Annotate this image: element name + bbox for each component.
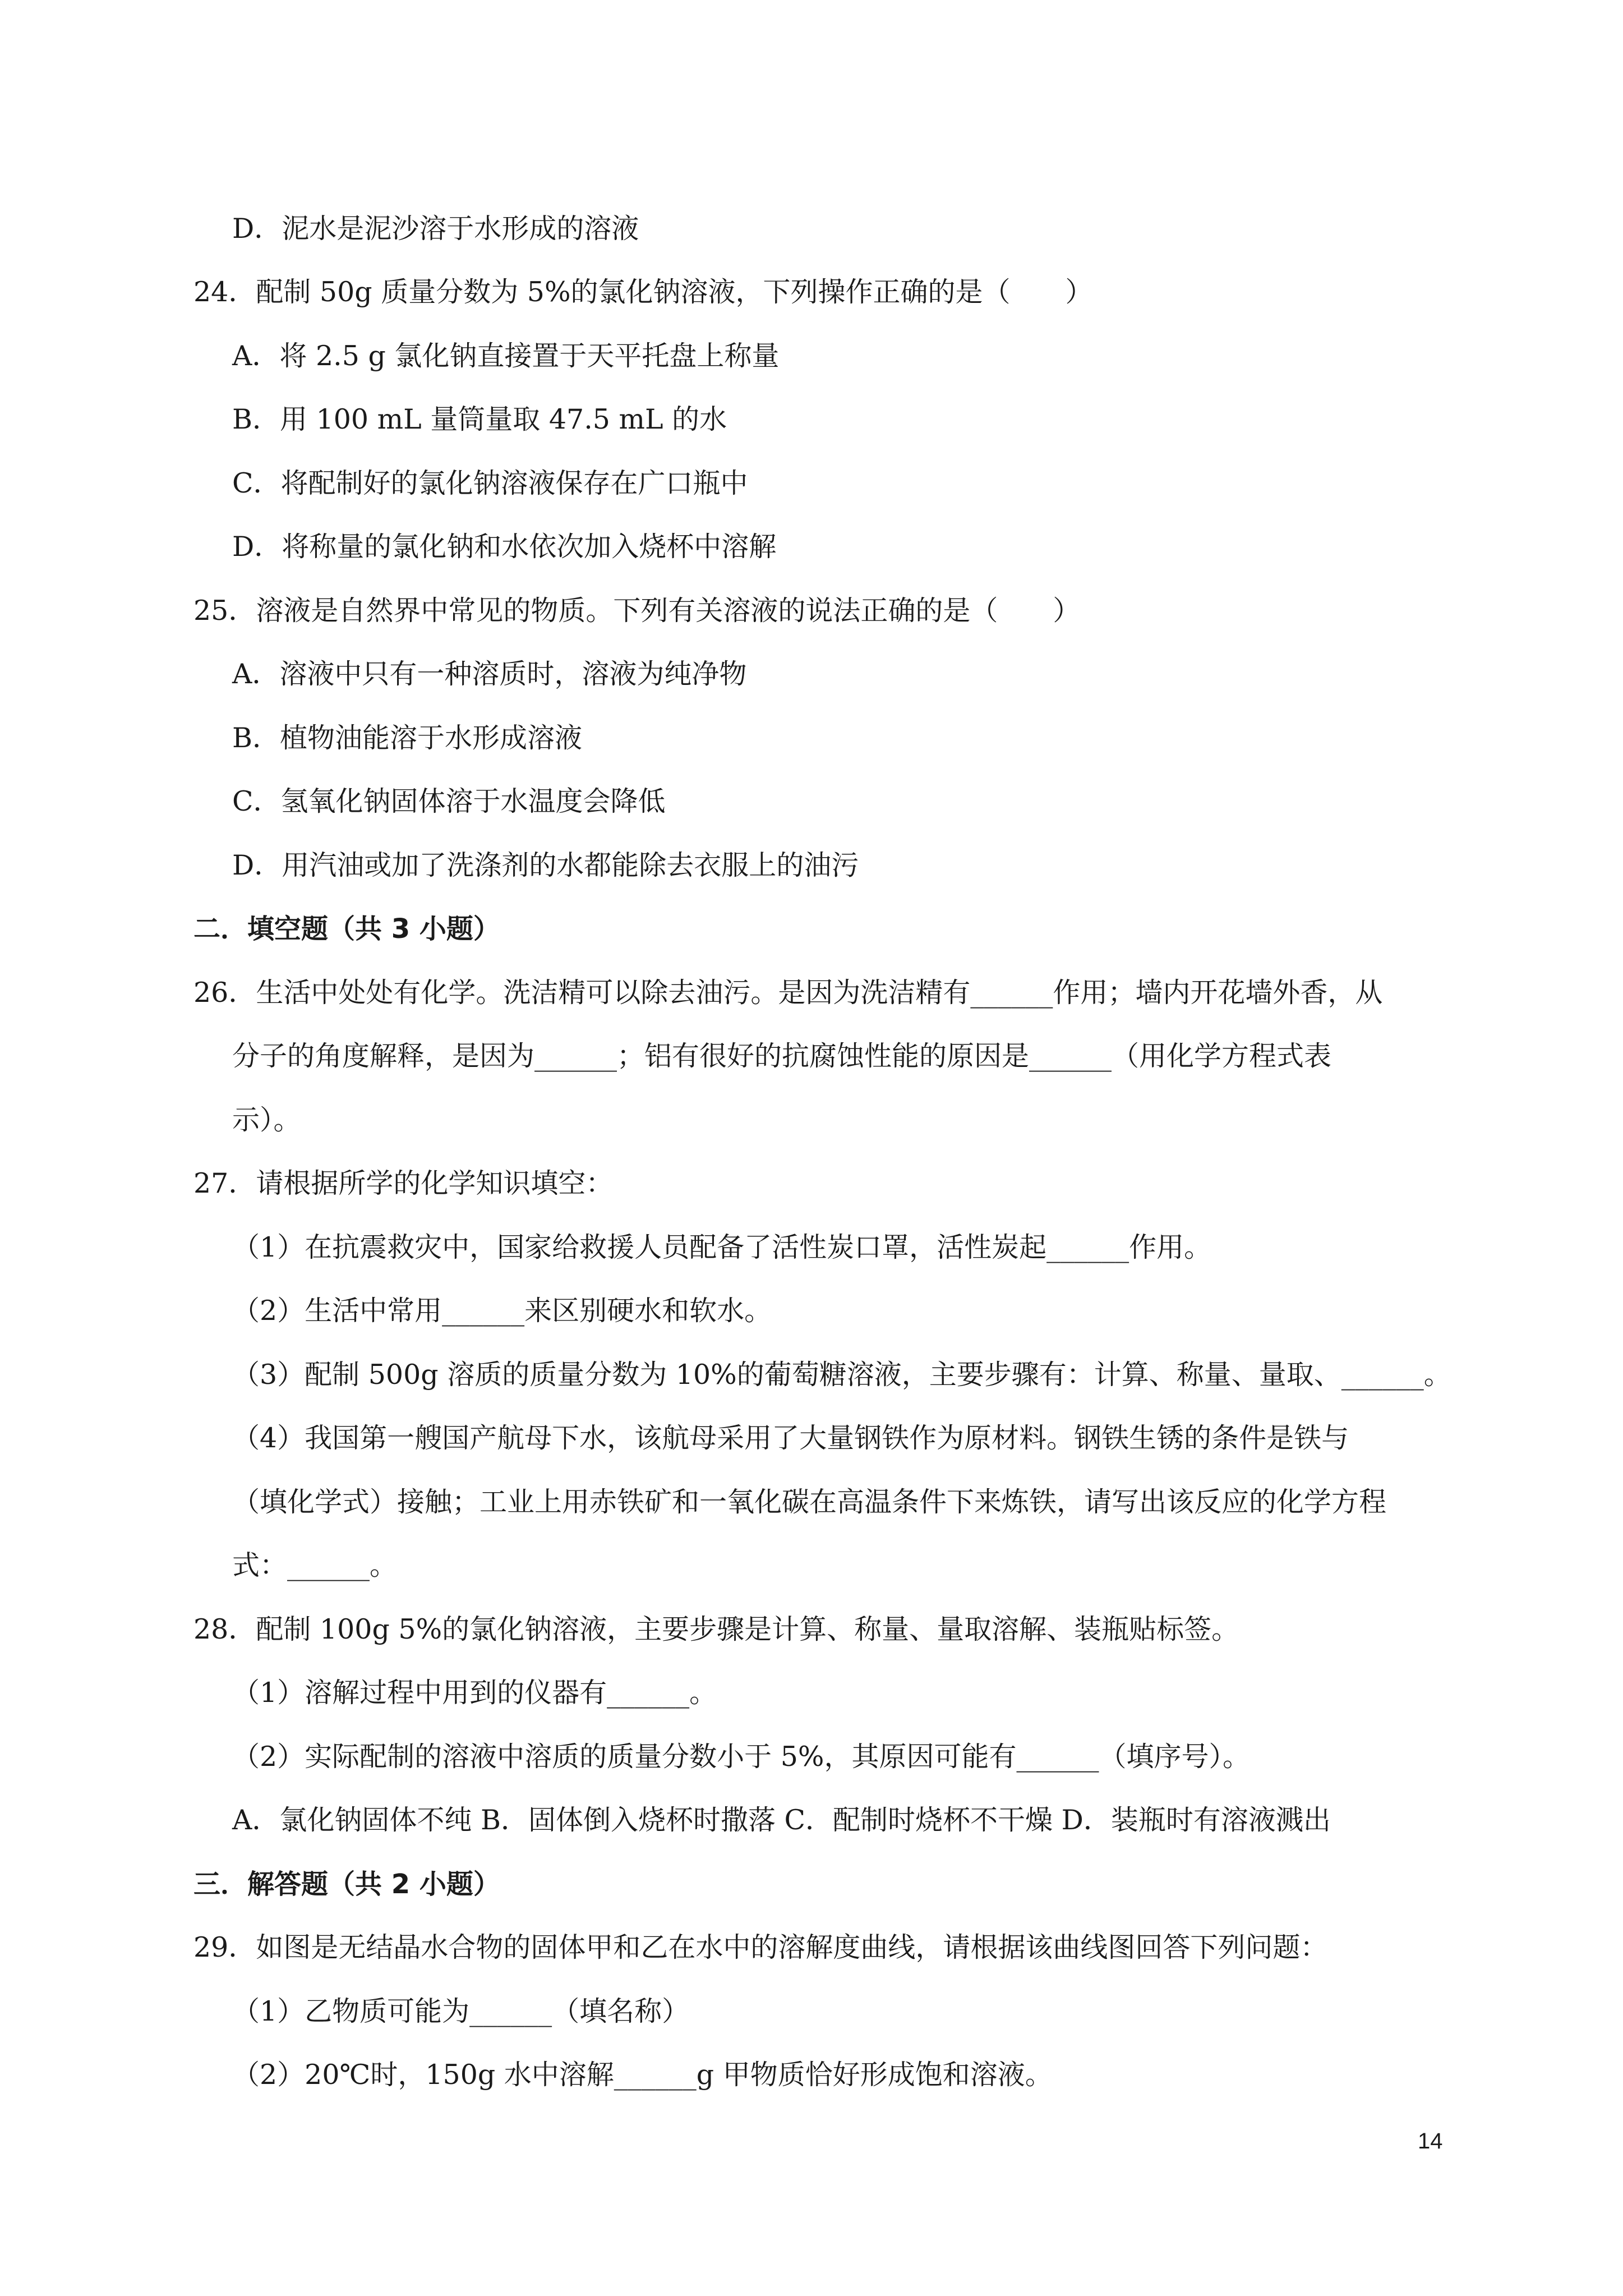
option-23d: D．泥水是泥沙溶于水形成的溶液 <box>232 213 639 245</box>
question-27-part-4-line-1: （4）我国第一艘国产航母下水，该航母采用了大量钢铁作为原材料。钢铁生锈的条件是铁与 <box>232 1422 1349 1454</box>
question-29: 29．如图是无结晶水合物的固体甲和乙在水中的溶解度曲线，请根据该曲线图回答下列问题： <box>193 1931 1328 1963</box>
question-27-part-1: （1）在抗震救灾中，国家给救援人员配备了活性炭口罩，活性炭起______作用。 <box>232 1231 1212 1263</box>
section-heading-fill-in: 二．填空题（共 3 小题） <box>193 913 500 945</box>
question-29-part-2: （2）20℃时，150g 水中溶解______g 甲物质恰好形成饱和溶液。 <box>232 2059 1053 2091</box>
option-24c: C．将配制好的氯化钠溶液保存在广口瓶中 <box>232 467 748 499</box>
question-24: 24．配制 50g 质量分数为 5%的氯化钠溶液，下列操作正确的是（ ） <box>193 276 1093 308</box>
question-28-part-2: （2）实际配制的溶液中溶质的质量分数小于 5%，其原因可能有______（填序号）。 <box>232 1741 1250 1773</box>
question-27-part-4-line-3: 式：______。 <box>232 1549 398 1581</box>
question-27: 27．请根据所学的化学知识填空： <box>193 1167 614 1199</box>
question-29-part-1: （1）乙物质可能为______（填名称） <box>232 1995 690 2027</box>
option-25d: D．用汽油或加了洗涤剂的水都能除去衣服上的油污 <box>232 849 859 881</box>
question-25: 25．溶液是自然界中常见的物质。下列有关溶液的说法正确的是（ ） <box>193 595 1081 627</box>
page-number: 14 <box>1418 2129 1443 2154</box>
question-28: 28．配制 100g 5%的氯化钠溶液，主要步骤是计算、称量、量取溶解、装瓶贴标签。 <box>193 1613 1239 1645</box>
option-24a: A．将 2.5 g 氯化钠直接置于天平托盘上称量 <box>232 340 780 372</box>
question-28-part-1: （1）溶解过程中用到的仪器有______。 <box>232 1677 717 1709</box>
question-27-part-3: （3）配制 500g 溶质的质量分数为 10%的葡萄糖溶液，主要步骤有：计算、称量、量取、______。 <box>232 1359 1451 1391</box>
question-28-options: A．氯化钠固体不纯 B．固体倒入烧杯时撒落 C．配制时烧杯不干燥 D．装瓶时有溶液溅出 <box>232 1804 1331 1836</box>
question-26-line-1: 26．生活中处处有化学。洗洁精可以除去油污。是因为洗洁精有______作用；墙内开花墙外香，从 <box>193 977 1383 1009</box>
question-27-part-2: （2）生活中常用______来区别硬水和软水。 <box>232 1295 772 1327</box>
option-24b: B．用 100 mL 量筒量取 47.5 mL 的水 <box>232 403 727 435</box>
option-25b: B．植物油能溶于水形成溶液 <box>232 722 583 754</box>
option-25c: C．氢氧化钠固体溶于水温度会降低 <box>232 785 666 817</box>
section-heading-answer: 三．解答题（共 2 小题） <box>193 1869 500 1900</box>
option-25a: A．溶液中只有一种溶质时，溶液为纯净物 <box>232 658 747 690</box>
option-24d: D．将称量的氯化钠和水依次加入烧杯中溶解 <box>232 531 777 563</box>
question-26-line-3: 示）。 <box>232 1104 301 1136</box>
question-26-line-2: 分子的角度解释，是因为______；铝有很好的抗腐蚀性能的原因是______（用化学方程式表 <box>232 1040 1332 1072</box>
question-27-part-4-line-2: （填化学式）接触；工业上用赤铁矿和一氧化碳在高温条件下来炼铁，请写出该反应的化学方程 <box>232 1486 1387 1518</box>
